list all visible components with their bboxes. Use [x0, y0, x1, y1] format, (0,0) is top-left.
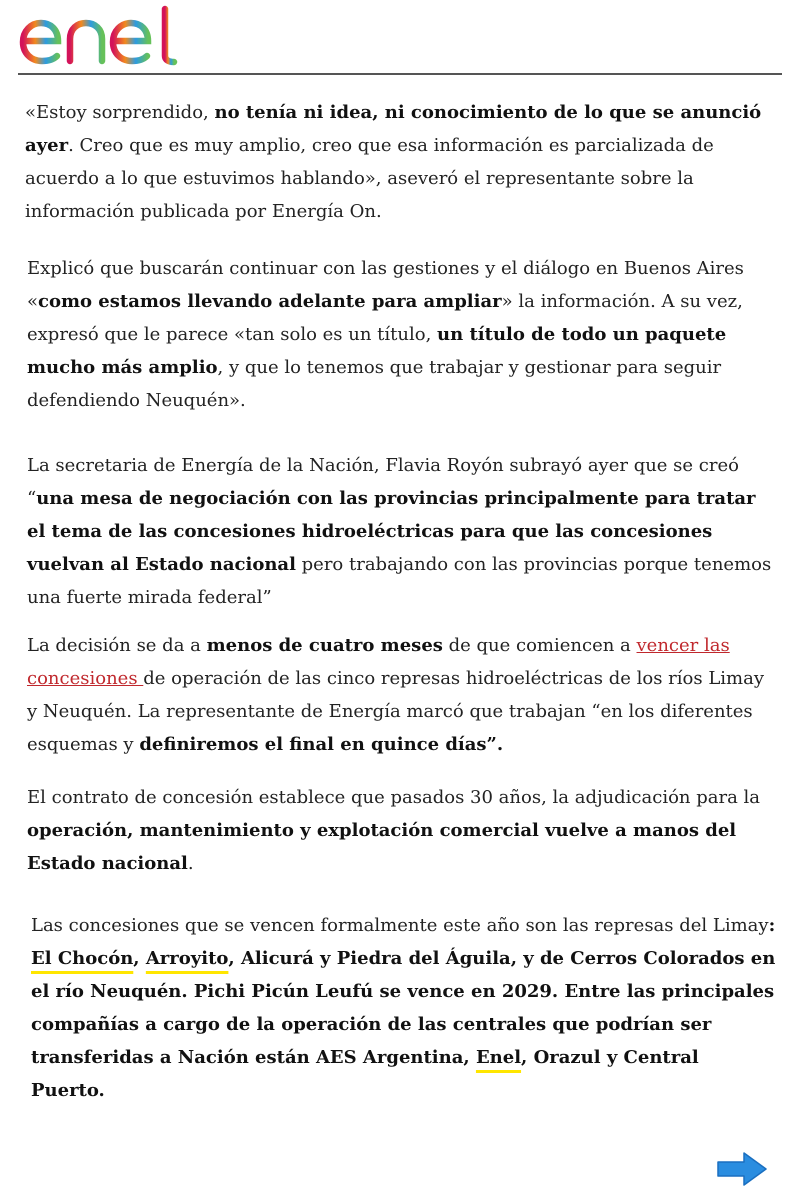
text-run: pero trabajando con las provincias porque tenemos una fuerte mirada federal” — [27, 554, 772, 608]
paragraph-3 — [27, 449, 779, 614]
text-run: Explicó que buscarán continuar con las gestiones y el diálogo en Buenos Aires « — [27, 258, 744, 312]
paragraph-6 — [31, 909, 776, 1107]
text-run: . — [187, 853, 194, 874]
text-run: Las concesiones que se vencen formalmente este año son las represas del Limay — [31, 915, 769, 936]
bold-text: definiremos el final en quince días”. — [139, 734, 504, 755]
bold-text: no tenía ni idea, ni conocimiento de lo que se anunció ayer — [25, 102, 762, 156]
text-run: La decisión se da a — [27, 635, 207, 656]
header-divider — [18, 73, 782, 75]
paragraph-4 — [27, 629, 779, 761]
bold-text: , — [133, 948, 146, 969]
bold-text: operación, mantenimiento y explotación comercial vuelve a manos del Estado nacional — [27, 820, 737, 874]
paragraph-2 — [27, 252, 779, 417]
site-header — [18, 0, 782, 76]
bold-text: : — [768, 915, 776, 936]
text-run: . Creo que es muy amplio, creo que esa información es parcializada de acuerdo a lo que estuvimos hablando», aseveró el representante sobre la información publicada por Energía On. — [25, 135, 714, 222]
text-run: de que comiencen a — [442, 635, 637, 656]
paragraph-1 — [25, 96, 777, 228]
text-run: de operación de las cinco represas hidroeléctricas de los ríos Limay y Neuquén. La representante de Energía marcó que trabajan “en los diferentes esquemas y — [27, 668, 764, 755]
enel-logo[interactable] — [18, 4, 183, 66]
text-run: «Estoy sorprendido, — [25, 102, 215, 123]
bold-text: una mesa de negociación con las provincias principalmente para tratar el tema de las concesiones hidroeléctricas para que las concesiones vuelvan al Estado nacional — [27, 488, 756, 575]
text-run: La secretaria de Energía de la Nación, Flavia Royón subrayó ayer que se creó “ — [27, 455, 739, 509]
highlighted-term: El Chocón — [31, 948, 134, 969]
arrow-right-icon[interactable] — [716, 1150, 768, 1188]
highlighted-term: Enel — [475, 1047, 522, 1068]
bold-text: , Orazul y Central Puerto. — [31, 1047, 699, 1101]
text-run: , y que lo tenemos que trabajar y gestionar para seguir defendiendo Neuquén». — [27, 357, 722, 411]
bold-text: , Alicurá y Piedra del Águila, y de Cerros Colorados en el río Neuquén. Pichi Picún Leufú se vence en 2029. Entre las principales compañías a cargo de la operación de las centrales que podrían ser transferidas a Nación están AES Argentina, — [31, 948, 776, 1068]
text-run: El contrato de concesión establece que pasados 30 años, la adjudicación para la — [27, 787, 761, 808]
article-link[interactable]: vencer las concesiones — [27, 635, 730, 689]
highlighted-term: Arroyito — [145, 948, 229, 969]
text-run: » la información. A su vez, expresó que le parece «tan solo es un título, — [27, 291, 743, 345]
paragraph-5 — [27, 781, 779, 880]
bold-text: menos de cuatro meses — [206, 635, 443, 656]
bold-text: un título de todo un paquete mucho más amplio — [27, 324, 727, 378]
bold-text: como estamos llevando adelante para ampliar — [38, 291, 502, 312]
